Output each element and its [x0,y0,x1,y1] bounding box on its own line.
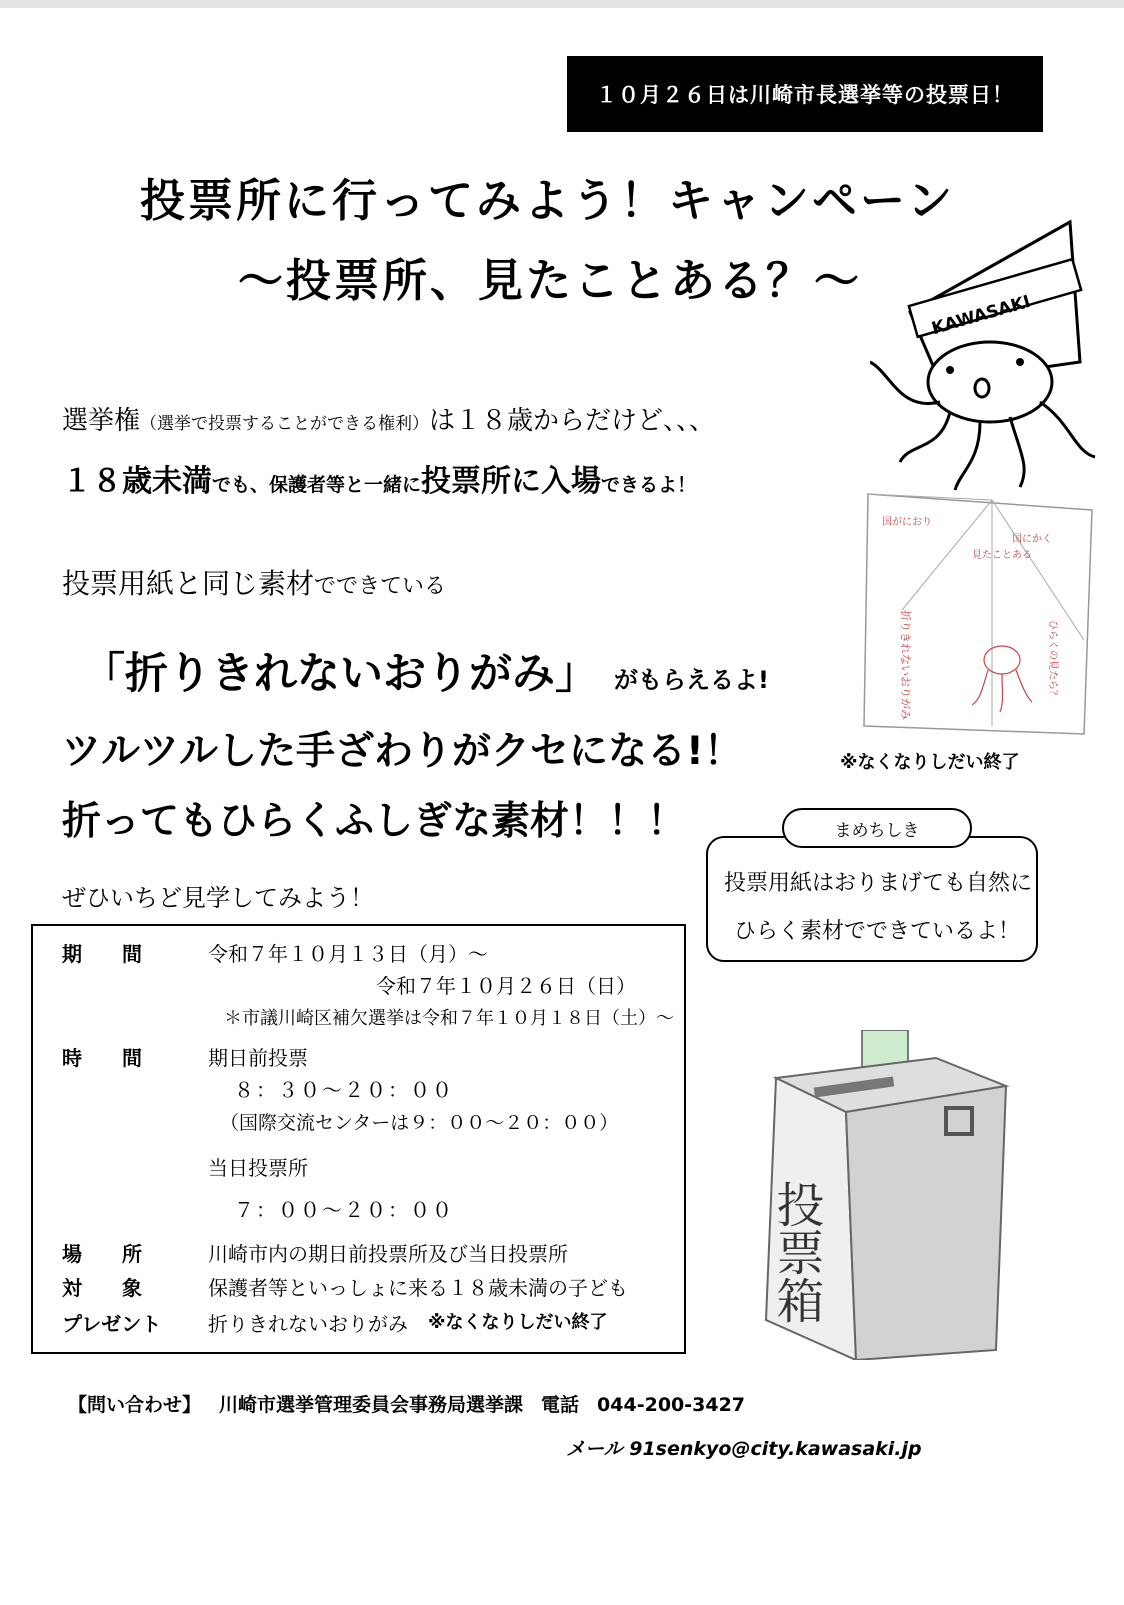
election-day-banner: １０月２６日は川崎市長選挙等の投票日！ [567,56,1043,132]
time-label: 時 間 [62,1046,142,1070]
limited-stock-note: ※なくなりしだい終了 [840,752,1020,773]
voting-age-line: 選挙権（選挙で投票することができる権利）は１８歳からだけど、、、 [62,406,716,436]
mascot-hat-text: KAWASAKI [929,291,1033,340]
svg-text:見たことある: 見たことある [972,550,1032,561]
squid-mascot-icon [870,212,1100,492]
ballot-box-label: 投票箱 [768,1180,824,1324]
target-label: 対 象 [62,1276,142,1300]
present-label: プレゼント [62,1312,162,1336]
svg-text:折りきれないおりがみ: 折りきれないおりがみ [899,610,912,720]
svg-text:ひらくの見たら？: ひらくの見たら？ [1047,620,1058,700]
origami-material-line: 投票用紙と同じ素材でできている [62,567,447,600]
trivia-line-1: 投票用紙はおりまげても自然に [724,871,1033,896]
early-voting-note: （国際交流センターは９：００～２０：００） [220,1112,619,1134]
election-day-hours: ７：００～２０：００ [234,1198,454,1222]
place-label: 場 所 [62,1242,142,1266]
contact-phone[interactable]: 044-200-3427 [597,1394,746,1416]
page-subtitle: ～投票所、見たことある？～ [238,254,863,307]
place-value: 川崎市内の期日前投票所及び当日投票所 [208,1242,568,1266]
trivia-line-2: ひらく素材でできているよ！ [734,919,1021,944]
origami-texture-line: ツルツルした手ざわりがクセになる!！ [62,729,743,774]
election-day-label: 当日投票所 [208,1156,308,1180]
present-value: 折りきれないおりがみ [208,1312,408,1336]
period-label: 期 間 [62,942,142,966]
early-voting-label: 期日前投票 [208,1046,308,1070]
early-voting-hours: ８：３０～２０：００ [234,1078,454,1102]
contact-line: 【問い合わせ】 川崎市選挙管理委員会事務局選挙課 電話 044-200-3427 [68,1394,746,1416]
ballot-box-icon [756,1030,1014,1360]
target-value: 保護者等といっしょに来る１８歳未満の子ども [208,1276,628,1300]
origami-sheet-icon [862,490,1098,738]
period-end: 令和７年１０月２６日（日） [376,974,636,998]
period-note: ＊市議川崎区補欠選挙は令和７年１０月１８日（土）～ [224,1008,674,1029]
period-start: 令和７年１０月１３日（月）～ [208,942,488,966]
trivia-tag: まめちしき [782,808,972,848]
svg-text:国がにおり: 国がにおり [882,517,932,528]
origami-property-line: 折ってもひらくふしぎな素材！！！ [62,799,687,844]
page-title: 投票所に行ってみよう！キャンペーン [140,174,956,227]
present-note: ※なくなりしだい終了 [428,1312,608,1333]
visit-invitation: ぜひいちど見学してみよう！ [62,884,374,912]
svg-text:国にかく: 国にかく [1012,534,1052,545]
top-edge [0,0,1124,8]
origami-gift-line: 「折りきれないおりがみ」 がもらえるよ! [82,649,769,699]
contact-mail[interactable]: メール 91senkyo@city.kawasaki.jp [566,1438,922,1460]
minors-entry-line: １８歳未満でも、保護者等と一緒に投票所に入場できるよ！ [62,464,697,499]
